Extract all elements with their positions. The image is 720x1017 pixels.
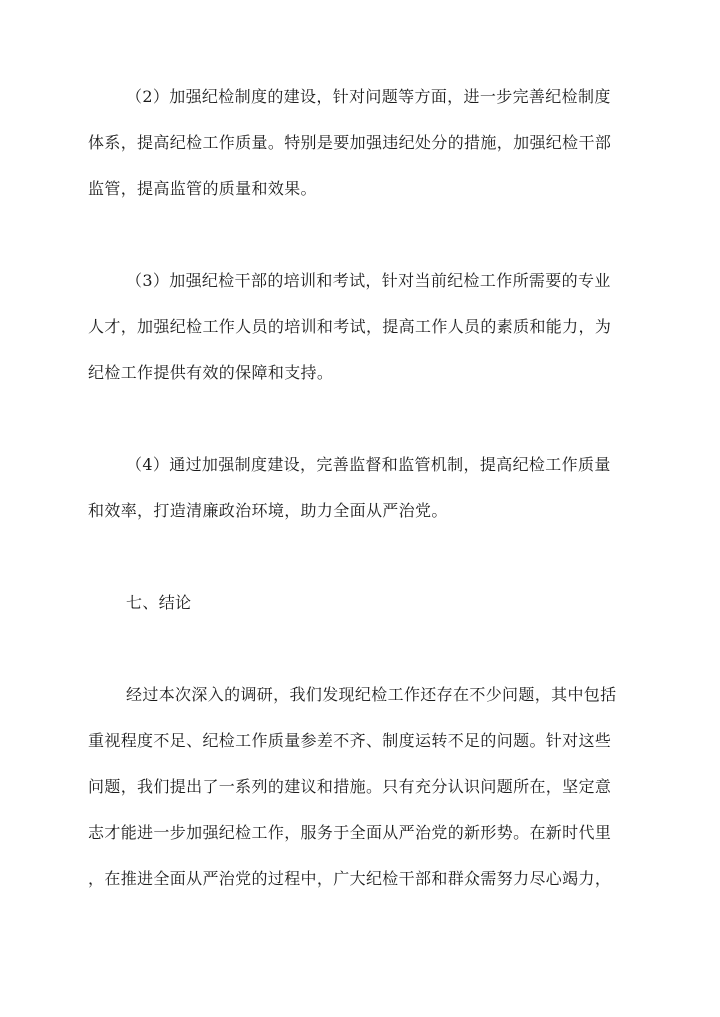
paragraph-3-line-3: 纪检工作提供有效的保障和支持。 [88,363,334,382]
paragraph-3-line-1: （3）加强纪检干部的培训和考试，针对当前纪检工作所需要的专业 [126,271,611,290]
paragraph-4-line-2: 和效率，打造清廉政治环境，助力全面从严治党。 [88,501,448,520]
paragraph-2-line-3: 监管，提高监管的质量和效果。 [88,179,317,198]
paragraph-2-line-2: 体系，提高纪检工作质量。特别是要加强违纪处分的措施，加强纪检干部 [88,133,612,152]
conclusion-line-3: 问题，我们提出了一系列的建议和措施。只有充分认识问题所在，坚定意 [88,777,612,796]
conclusion-line-2: 重视程度不足、纪检工作质量参差不齐、制度运转不足的问题。针对这些 [88,731,612,750]
paragraph-4-line-1: （4）通过加强制度建设，完善监督和监管机制，提高纪检工作质量 [126,455,611,474]
paragraph-3-line-2: 人才，加强纪检工作人员的培训和考试，提高工作人员的素质和能力，为 [88,317,612,336]
section-heading-conclusion: 七、结论 [126,593,192,612]
paragraph-2-line-1: （2）加强纪检制度的建设，针对问题等方面，进一步完善纪检制度 [126,87,611,106]
conclusion-line-5: ，在推进全面从严治党的过程中，广大纪检干部和群众需努力尽心竭力， [88,869,612,888]
conclusion-line-1: 经过本次深入的调研，我们发现纪检工作还存在不少问题，其中包括 [126,685,617,704]
conclusion-line-4: 志才能进一步加强纪检工作，服务于全面从严治党的新形势。在新时代里 [88,823,612,842]
